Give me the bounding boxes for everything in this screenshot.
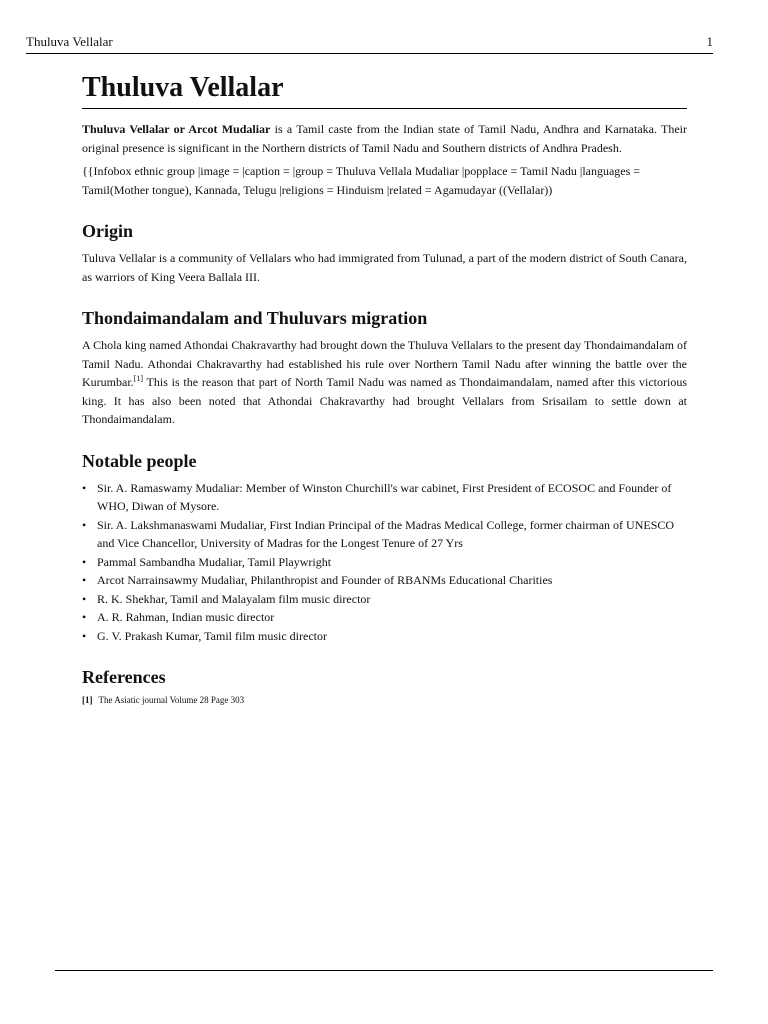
references-heading: References [82, 667, 166, 687]
notable-people-heading: Notable people [82, 450, 197, 471]
article-body [82, 72, 687, 705]
intro-text: is a Tamil caste from the Indian state of Tamil Nadu, Andhra and Karnataka. Their original presence is significant in the Northern districts of Tamil Nadu and Southern districts of Andhra Pradesh. [82, 122, 688, 155]
migration-paragraph [82, 336, 687, 429]
reference-item [82, 695, 687, 705]
page-title: Thuluva Vellalar [82, 72, 687, 109]
list-item: • Sir. A. Lakshmanaswami Mudaliar, First Indian Principal of the Madras Medical College, former chairman of UNESCO and Vice Chancellor, University of Madras for the Longest Tenure of 27 Yrs [82, 516, 687, 553]
list-item: • Sir. A. Ramaswamy Mudaliar: Member of Winston Churchill's war cabinet, First President of ECOSOC and Founder of WHO, Diwan of Mysore. [82, 479, 687, 516]
migration-heading: Thondaimandalam and Thuluvars migration [82, 308, 428, 328]
footer-divider [55, 970, 713, 971]
list-item: • A. R. Rahman, Indian music director [82, 608, 687, 627]
migration-text-after: This is the reason that part of North Tamil Nadu was named as Thondaimandalam, named after this victorious king. It has also been noted that Athondai Chakravarthy had brought Vellalars from Srisailam to settle down at Thondaimandalam. [82, 375, 687, 426]
citation-link[interactable]: [1] [133, 374, 143, 383]
list-item: • G. V. Prakash Kumar, Tamil film music director [82, 627, 687, 646]
origin-heading: Origin [82, 221, 134, 241]
list-item: • R. K. Shekhar, Tamil and Malayalam film music director [82, 590, 687, 609]
migration-text-before: A Chola king named Athondai Chakravarthy had brought down the Thuluva Vellalars to the present day Thondaimandalam of Tamil Nadu. Athondai Chakravarthy had established his rule over Northern Tamil Nadu after winning the battle over the Kurumbar. [82, 338, 687, 389]
running-title: Thuluva Vellalar [26, 34, 113, 49]
reference-text: The Asiatic journal Volume 28 Page 303 [98, 695, 245, 705]
notable-people-list [82, 479, 687, 646]
page-header [26, 34, 713, 54]
list-item: • Arcot Narrainsawmy Mudaliar, Philanthropist and Founder of RBANMs Educational Charities [82, 571, 687, 590]
page-number: 1 [706, 34, 713, 49]
origin-paragraph: Tuluva Vellalar is a community of Vellalars who had immigrated from Tulunad, a part of the modern district of South Canara, as warriors of King Veera Ballala III. [82, 251, 687, 284]
infobox-text: {{Infobox ethnic group |image = |caption = |group = Thuluva Vellala Mudaliar |popplace = Tamil Nadu |languages = Tamil(Mother tongue), Kannada, Telugu |religions = Hinduism |related = Agamudayar ((Vellalar)) [82, 164, 641, 197]
intro-paragraph [82, 120, 687, 157]
reference-label: [1] [82, 695, 93, 705]
intro-bold-term: Thuluva Vellalar or Arcot Mudaliar [82, 122, 271, 136]
list-item: • Pammal Sambandha Mudaliar, Tamil Playwright [82, 553, 687, 572]
